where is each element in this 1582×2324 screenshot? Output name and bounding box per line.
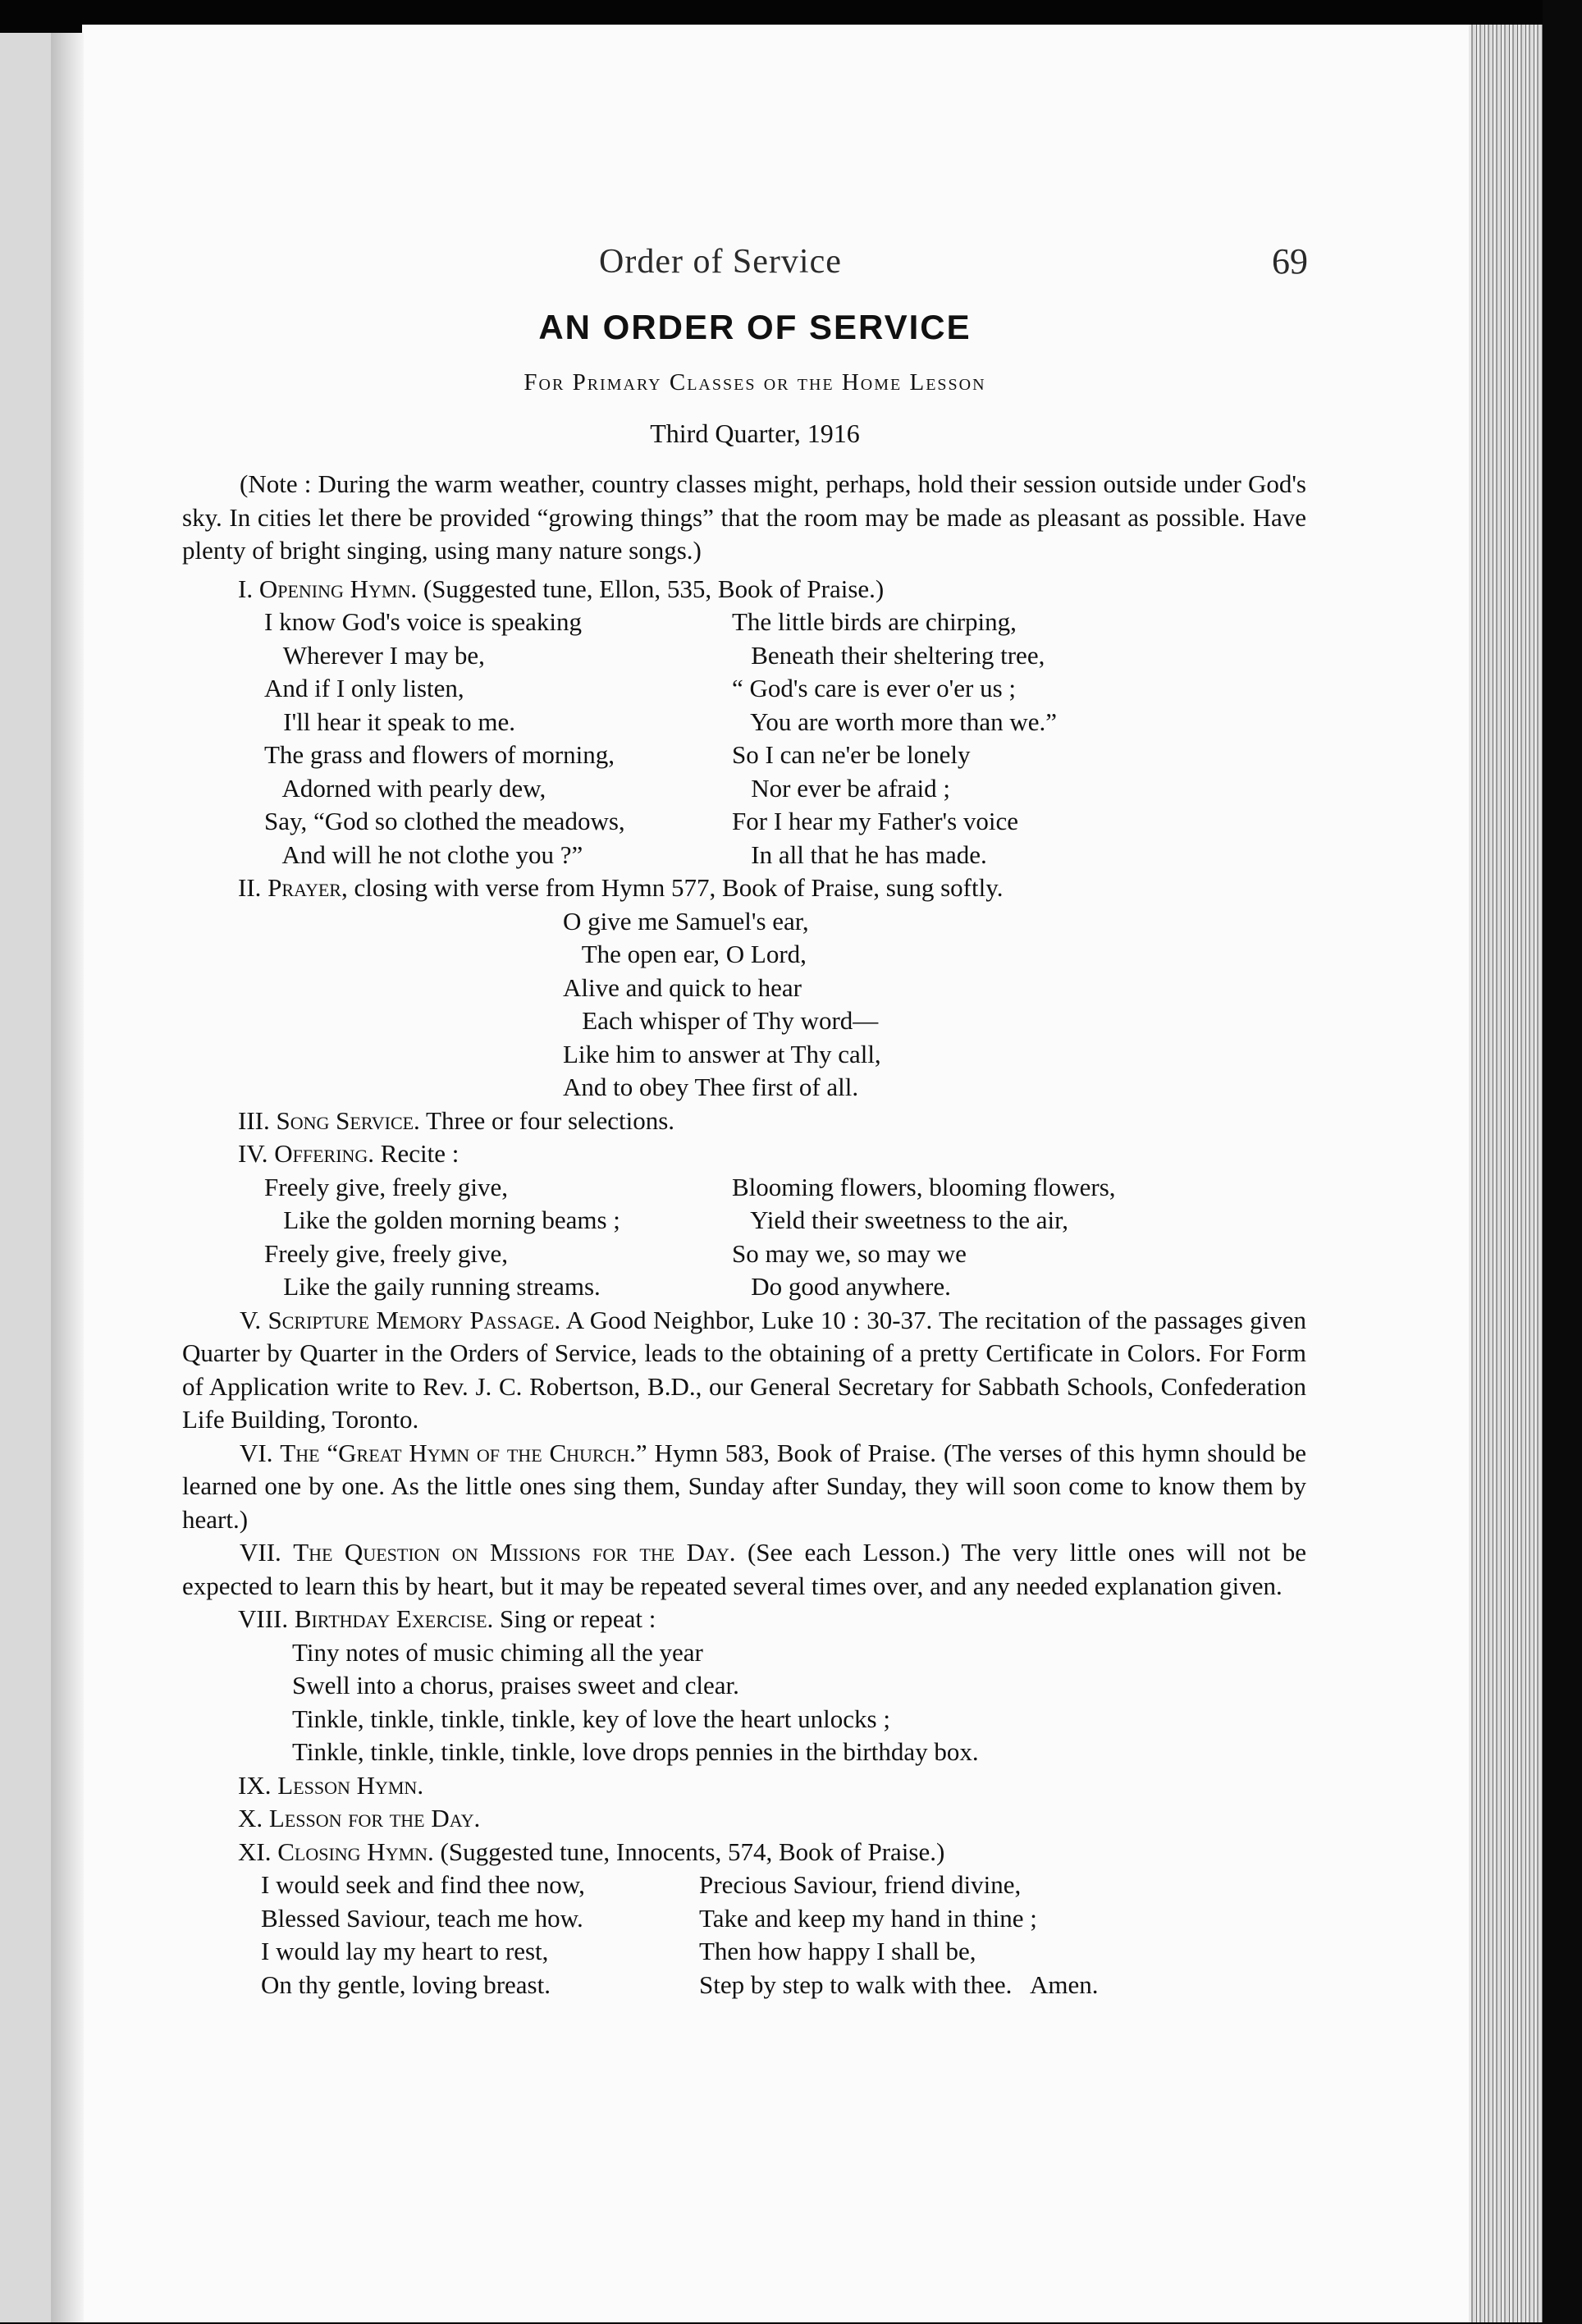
section-great-hymn: VI. The “Great Hymn of the Church.” Hymn 583, Book of Praise. (The verses of this hymn should be learned one by one. As the little ones sing them, Sunday after Sunday, they will soon come to know them by heart.) [182, 1438, 1306, 1534]
verse-line: Like the gaily running streams. [264, 1272, 601, 1301]
closing-hymn-verses [182, 1869, 1306, 2001]
section-opening-hymn: I. Opening Hymn. (Suggested tune, Ellon, 535, Book of Praise.) [238, 574, 885, 603]
section-closing-hymn: XI. Closing Hymn. (Suggested tune, Innocents, 574, Book of Praise.) [238, 1837, 945, 1866]
verse-line: On thy gentle, loving breast. [261, 1969, 551, 1999]
section-missions: VII. The Question on Missions for the Day. (See each Lesson.) The very little ones will not be expected to learn this by heart, but it may be repeated several times over, and any needed explanation given. [182, 1538, 1307, 1600]
section-lesson-day: X. Lesson for the Day. [238, 1804, 481, 1832]
birthday-verse [182, 1636, 1306, 1769]
verse-line: I would seek and find thee now, [261, 1870, 585, 1899]
verse-line: Beneath their sheltering tree, [732, 640, 1045, 670]
verse-line: Like him to answer at Thy call, [563, 1039, 881, 1068]
note-paragraph: (Note : During the warm weather, country classes might, perhaps, hold their session outside under God's sky. In cities let there be provided “growing things” that the room may be made as pleasant as possible. Have plenty of bright singing, using many nature songs.) [182, 469, 1306, 565]
verse-line: So I can ne'er be lonely [732, 740, 971, 769]
section-song-service: III. Song Service. Three or four selections. [238, 1105, 675, 1135]
offering-left [182, 1171, 732, 1304]
page-title: AN ORDER OF SERVICE [538, 308, 972, 346]
verse-line: Take and keep my hand in thine ; [699, 1903, 1037, 1933]
offering-right [732, 1171, 1306, 1304]
verse-line: I would lay my heart to rest, [261, 1937, 549, 1965]
verse-line: And to obey Thee first of all. [563, 1073, 859, 1101]
page-subtitle: For Primary Classes or the Home Lesson [524, 369, 986, 396]
verse-line: “ God's care is ever o'er us ; [732, 674, 1017, 702]
section-offering: IV. Offering. Recite : [238, 1139, 460, 1168]
closing-hymn-right [699, 1869, 1273, 2001]
verse-line: Alive and quick to hear [563, 972, 802, 1002]
verse-line: The grass and flowers of morning, [264, 740, 615, 769]
opening-hymn-verses [182, 606, 1306, 872]
verse-line: Do good anywhere. [732, 1272, 951, 1301]
verse-line: Nor ever be afraid ; [732, 773, 950, 803]
verse-line: Tiny notes of music chiming all the year [292, 1637, 703, 1667]
verse-line: O give me Samuel's ear, [563, 906, 809, 936]
document-body [182, 468, 1306, 2001]
section-prayer: II. Prayer, closing with verse from Hymn 577, Book of Praise, sung softly. [238, 873, 1004, 902]
verse-line: Tinkle, tinkle, tinkle, tinkle, key of love the heart unlocks ; [292, 1704, 890, 1733]
section-lesson-hymn: IX. Lesson Hymn. [238, 1770, 424, 1800]
verse-line: You are worth more than we.” [732, 707, 1058, 736]
opening-hymn-right [732, 606, 1306, 872]
verse-line: Like the golden morning beams ; [264, 1205, 620, 1234]
verse-line: Step by step to walk with thee. Amen. [699, 1969, 1099, 1999]
verse-line: Precious Saviour, friend divine, [699, 1870, 1022, 1899]
verse-line: Blooming flowers, blooming flowers, [732, 1172, 1116, 1201]
prayer-verse [182, 905, 1306, 1105]
verse-line: And will he not clothe you ?” [264, 839, 583, 869]
verse-line: The open ear, O Lord, [563, 940, 807, 968]
verse-line: Then how happy I shall be, [699, 1937, 976, 1965]
verse-line: Tinkle, tinkle, tinkle, tinkle, love drops pennies in the birthday box. [292, 1737, 979, 1766]
offering-verses [182, 1171, 1306, 1304]
verse-line: Wherever I may be, [264, 640, 485, 670]
verse-line: The little birds are chirping, [732, 607, 1017, 636]
verse-line: So may we, so may we [732, 1238, 967, 1268]
verse-line: Swell into a chorus, praises sweet and clear. [292, 1671, 739, 1700]
right-scan-border [1543, 0, 1582, 2324]
verse-line: I'll hear it speak to me. [264, 707, 516, 736]
quarter-line: Third Quarter, 1916 [650, 419, 860, 448]
closing-hymn-left [182, 1869, 732, 2001]
page-number: 69 [1272, 241, 1308, 281]
opening-hymn-left [182, 606, 732, 872]
verse-line: Blessed Saviour, teach me how. [261, 1903, 583, 1933]
verse-line: Adorned with pearly dew, [264, 773, 546, 803]
verse-line: For I hear my Father's voice [732, 807, 1019, 835]
section-scripture: V. Scripture Memory Passage. A Good Neighbor, Luke 10 : 30-37. The recitation of the passages given Quarter by Quarter in the Orders of Service, leads to the obtaining of a pretty Certificate in Colors. For Form of Application write to Rev. J. C. Robertson, B.D., our General Secretary for Sabbath Schools, Confederation Life Building, Toronto. [182, 1305, 1307, 1434]
running-head: Order of Service [599, 243, 842, 281]
verse-line: Yield their sweetness to the air, [732, 1205, 1068, 1234]
verse-line: Freely give, freely give, [264, 1172, 508, 1201]
verse-line: I know God's voice is speaking [264, 607, 583, 636]
verse-line: In all that he has made. [732, 839, 987, 869]
verse-line: And if I only listen, [264, 674, 464, 702]
section-birthday: VIII. Birthday Exercise. Sing or repeat : [238, 1604, 656, 1633]
verse-line: Each whisper of Thy word— [563, 1006, 879, 1035]
verse-line: Say, “God so clothed the meadows, [264, 807, 625, 835]
verse-line: Freely give, freely give, [264, 1238, 508, 1268]
